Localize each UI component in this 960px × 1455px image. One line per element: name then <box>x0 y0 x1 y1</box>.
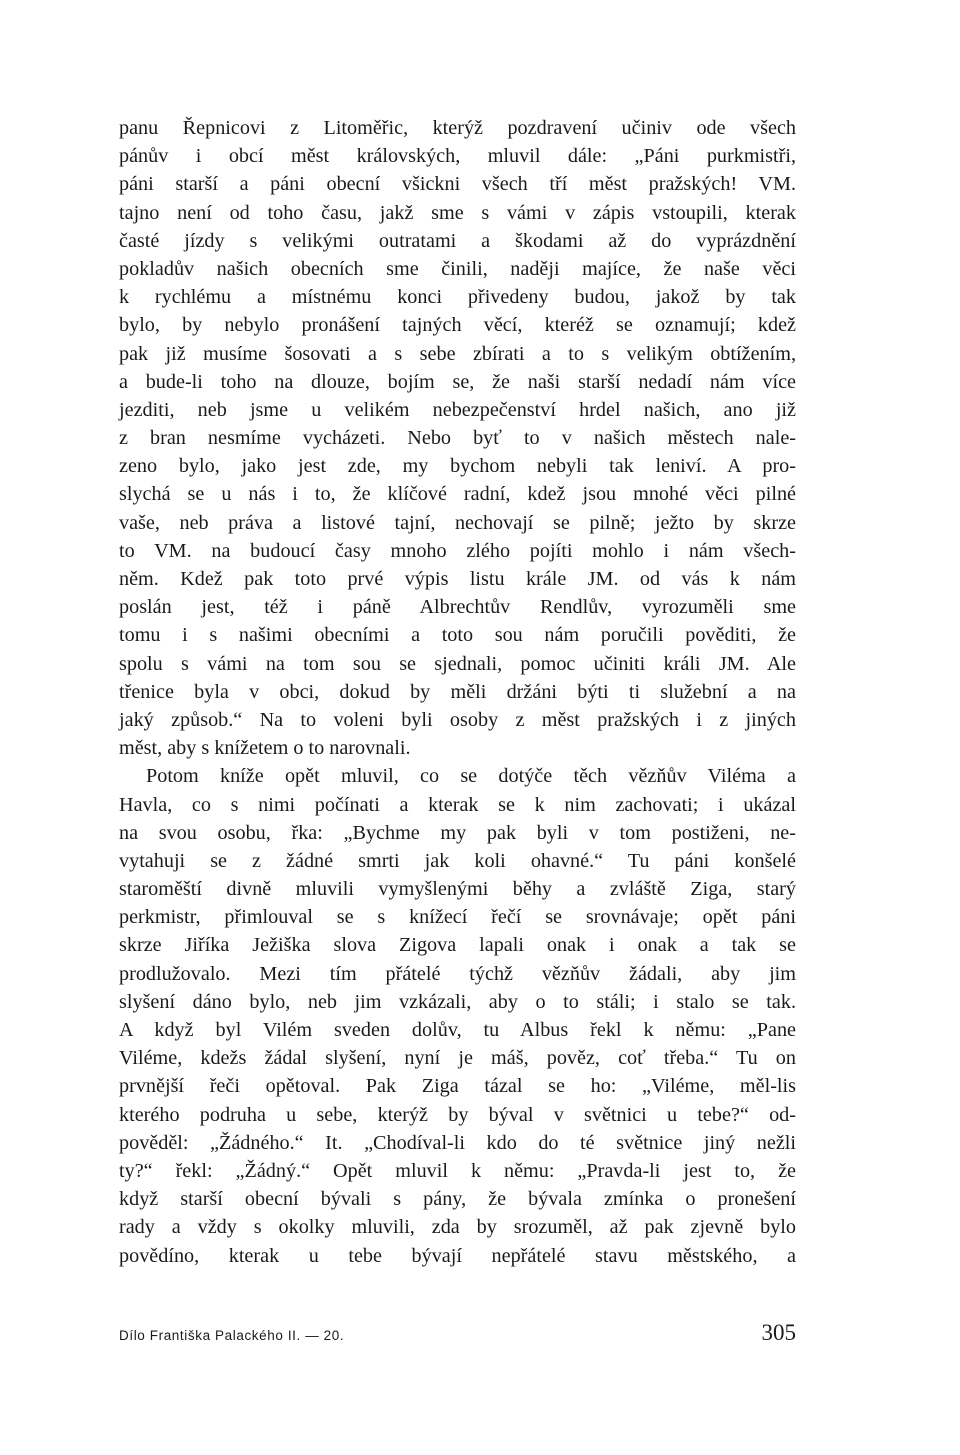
text-line: staroměští divně mluvili vymyšlenými běhy a zvláště Ziga, starý <box>119 878 796 901</box>
text-line: pokladův našich obecních sme činili, naději majíce, že naše věci <box>119 257 796 280</box>
text-line: Viléme, kdežs žádal slyšení, nyní je máš, pověz, coť třeba.“ Tu on <box>119 1047 796 1070</box>
text-line: něm. Kdež pak toto prvé výpis listu krále JM. od vás k nám <box>119 568 796 590</box>
text-line: spolu s vámi na tom sou se sjednali, pomoc učiniti králi JM. Ale <box>119 652 796 675</box>
text-line: když starší obecní bývali s pány, že bývala zmínka o pronešení <box>119 1188 796 1211</box>
text-line: a bude-li toho na dlouze, bojím se, že naši starší nedadí nám více <box>119 370 796 393</box>
text-line: to VM. na budoucí časy mnoho zlého pojíti mohlo i nám všech- <box>119 539 796 562</box>
page-body <box>119 114 796 1270</box>
text-line: rady a vždy s okolky mluvili, zda by srozuměl, až pak zjevně bylo <box>119 1216 796 1239</box>
text-line: pověděl: „Žádného.“ It. „Chodíval-li kdo do té světnice jiný nežli <box>119 1131 796 1154</box>
text-line: pánův i obcí měst královských, mluvil dále: „Páni purkmistři, <box>119 145 796 168</box>
text-line: Potom kníže opět mluvil, co se dotýče těch vězňův Viléma a <box>146 765 796 788</box>
text-line: tajno není od toho času, jakž sme s vámi v zápis vstoupili, kterak <box>119 201 796 224</box>
text-line: jezditi, neb jsme u velikém nebezpečenství hrdel našich, ano již <box>119 398 796 421</box>
text-line: měst, aby s knížetem o to narovnali. <box>119 737 411 760</box>
text-line: bylo, by nebylo pronášení tajných věcí, kteréž se oznamují; kdež <box>119 314 796 337</box>
paragraph-2 <box>119 762 796 1269</box>
text-line: panu Řepnicovi z Litoměřic, kterýž pozdravení učiniv ode všech <box>119 117 796 139</box>
text-line: slychá se u nás i to, že klíčové radní, kdež jsou mnohé věci pilné <box>119 483 796 506</box>
paragraph-1 <box>119 114 796 762</box>
text-line: na svou osobu, řka: „Bychme my pak byli v tom postiženi, ne- <box>119 821 796 844</box>
page-footer <box>119 1320 796 1354</box>
text-line: z bran nesmíme vycházeti. Nebo byť to v našich městech nale- <box>119 427 796 450</box>
text-line: páni starší a páni obecní všickni všech tří měst pražských! VM. <box>119 173 796 196</box>
text-line: časté jízdy s velikými outratami a škodami až do vyprázdnění <box>119 229 796 252</box>
text-line: vaše, neb práva a listové tajní, nechovají se pilně; ježto by skrze <box>119 511 796 534</box>
text-line: pak již musíme šosovati a s sebe zbírati a to s velikým obtížením, <box>119 342 796 365</box>
text-line: vytahuji se z žádné smrti jak koli ohavné.“ Tu páni konšelé <box>119 849 796 872</box>
text-line: A když byl Vilém sveden dolův, tu Albus řekl k němu: „Pane <box>119 1019 796 1041</box>
text-line: prvnější řeči opětoval. Pak Ziga tázal se ho: „Viléme, měl-lis <box>119 1075 796 1098</box>
text-line: ty?“ řekl: „Žádný.“ Opět mluvil k němu: „Pravda-li jest to, že <box>119 1159 796 1182</box>
text-line: k rychlému a místnému konci přivedeny budou, jakož by tak <box>119 286 796 309</box>
text-line: zeno bylo, jako jest zde, my bychom nebyli tak leniví. A pro- <box>119 455 796 478</box>
text-line: Havla, co s nimi počínati a kterak se k nim zachovati; i ukázal <box>119 793 796 816</box>
text-line: slyšení dáno bylo, neb jim vzkázali, aby o to stáli; i stalo se tak. <box>119 990 796 1013</box>
footer-source: Dílo Františka Palackého II. — 20. <box>119 1328 345 1343</box>
text-line: poslán jest, též i páně Albrechtův Rendlův, vyrozuměli sme <box>119 596 796 619</box>
text-line: prodlužovalo. Mezi tím přátelé týchž vězňův žádali, aby jim <box>119 962 796 985</box>
text-line: jaký způsob.“ Na to voleni byli osoby z měst pražských i z jiných <box>119 708 796 731</box>
text-line: třenice byla v obci, dokud by měli držáni býti ti služební a na <box>119 680 796 703</box>
text-line: tomu i s našimi obecními a toto sou nám poručili pověditi, že <box>119 624 796 647</box>
text-line: perkmistr, přimlouval se s knížecí řečí se srovnávaje; opět páni <box>119 906 796 929</box>
page-number: 305 <box>761 1320 796 1345</box>
text-line: skrze Jiříka Ježiška slova Zigova lapali onak i onak a tak se <box>119 934 796 957</box>
text-line: povědíno, kterak u tebe bývají nepřátelé stavu městského, a <box>119 1244 796 1267</box>
text-line: kterého podruha u sebe, kterýž by býval v světnici u tebe?“ od- <box>119 1103 796 1126</box>
